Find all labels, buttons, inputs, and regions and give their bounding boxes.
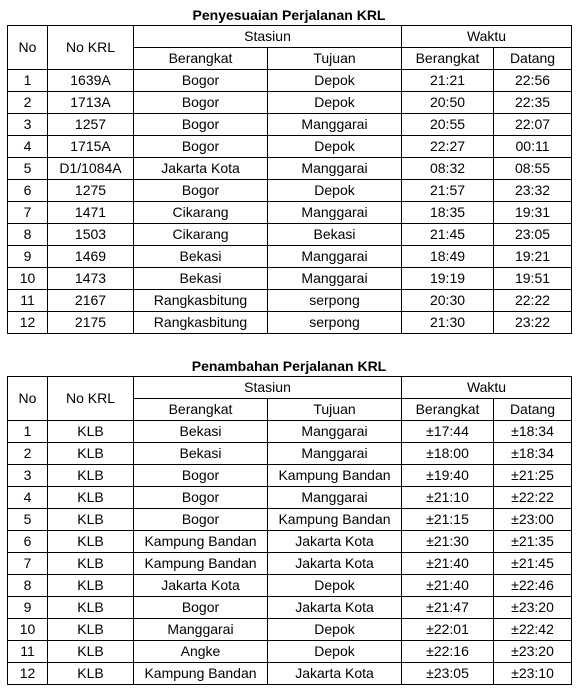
- cell-arrival-time: ±21:25: [494, 465, 572, 487]
- cell-departure-time: ±21:47: [402, 597, 494, 619]
- cell-origin-station: Bogor: [134, 597, 268, 619]
- header-krl: No KRL: [48, 26, 134, 70]
- cell-krl-number: 1469: [48, 246, 134, 268]
- cell-krl-number: 1715A: [48, 136, 134, 158]
- cell-arrival-time: 23:32: [494, 180, 572, 202]
- header-tujuan: Tujuan: [268, 48, 402, 70]
- cell-destination-station: Depok: [268, 619, 402, 641]
- cell-origin-station: Jakarta Kota: [134, 158, 268, 180]
- cell-krl-number: 1275: [48, 180, 134, 202]
- cell-no: 12: [8, 663, 48, 685]
- cell-no: 1: [8, 70, 48, 92]
- cell-departure-time: 20:55: [402, 114, 494, 136]
- cell-arrival-time: ±22:42: [494, 619, 572, 641]
- cell-departure-time: ±21:15: [402, 509, 494, 531]
- table-row: [8, 465, 572, 487]
- cell-destination-station: Manggarai: [268, 158, 402, 180]
- cell-krl-number: KLB: [48, 597, 134, 619]
- table-row: [8, 641, 572, 663]
- table-row: [8, 597, 572, 619]
- cell-no: 4: [8, 136, 48, 158]
- cell-origin-station: Bekasi: [134, 246, 268, 268]
- cell-destination-station: Jakarta Kota: [268, 663, 402, 685]
- cell-destination-station: Depok: [268, 136, 402, 158]
- cell-departure-time: ±22:01: [402, 619, 494, 641]
- cell-arrival-time: ±23:20: [494, 641, 572, 663]
- table-row: [8, 575, 572, 597]
- cell-departure-time: 19:19: [402, 268, 494, 290]
- cell-krl-number: 1257: [48, 114, 134, 136]
- cell-arrival-time: ±18:34: [494, 421, 572, 443]
- cell-krl-number: KLB: [48, 641, 134, 663]
- addition-schedule-table: [7, 376, 572, 685]
- cell-no: 10: [8, 268, 48, 290]
- header-berangkat-time: Berangkat: [402, 399, 494, 421]
- cell-krl-number: 1503: [48, 224, 134, 246]
- cell-departure-time: 08:32: [402, 158, 494, 180]
- cell-no: 5: [8, 509, 48, 531]
- table-row: [8, 92, 572, 114]
- cell-no: 7: [8, 553, 48, 575]
- cell-arrival-time: 22:56: [494, 70, 572, 92]
- cell-departure-time: ±21:40: [402, 553, 494, 575]
- cell-no: 10: [8, 619, 48, 641]
- cell-origin-station: Kampung Bandan: [134, 553, 268, 575]
- cell-destination-station: Manggarai: [268, 114, 402, 136]
- cell-origin-station: Bekasi: [134, 443, 268, 465]
- cell-krl-number: 1471: [48, 202, 134, 224]
- cell-krl-number: 1473: [48, 268, 134, 290]
- cell-arrival-time: ±23:10: [494, 663, 572, 685]
- cell-arrival-time: 19:31: [494, 202, 572, 224]
- table-row: [8, 509, 572, 531]
- cell-destination-station: Bekasi: [268, 224, 402, 246]
- cell-no: 1: [8, 421, 48, 443]
- cell-no: 3: [8, 114, 48, 136]
- cell-departure-time: ±21:10: [402, 487, 494, 509]
- table-row: [8, 202, 572, 224]
- table-row: [8, 70, 572, 92]
- cell-arrival-time: 23:05: [494, 224, 572, 246]
- cell-no: 12: [8, 312, 48, 334]
- header-no: No: [8, 377, 48, 421]
- cell-origin-station: Bogor: [134, 114, 268, 136]
- cell-krl-number: KLB: [48, 421, 134, 443]
- header-berangkat-station: Berangkat: [134, 48, 268, 70]
- cell-destination-station: Manggarai: [268, 246, 402, 268]
- header-no: No: [8, 26, 48, 70]
- header-berangkat-time: Berangkat: [402, 48, 494, 70]
- cell-krl-number: KLB: [48, 487, 134, 509]
- table-row: [8, 158, 572, 180]
- cell-no: 2: [8, 443, 48, 465]
- cell-arrival-time: ±21:45: [494, 553, 572, 575]
- table-row: [8, 487, 572, 509]
- table-row: [8, 246, 572, 268]
- cell-arrival-time: 23:22: [494, 312, 572, 334]
- cell-destination-station: Manggarai: [268, 268, 402, 290]
- cell-arrival-time: ±18:34: [494, 443, 572, 465]
- cell-krl-number: KLB: [48, 509, 134, 531]
- cell-krl-number: 2175: [48, 312, 134, 334]
- table-row: [8, 619, 572, 641]
- cell-no: 6: [8, 180, 48, 202]
- header-datang: Datang: [494, 48, 572, 70]
- cell-origin-station: Cikarang: [134, 202, 268, 224]
- cell-krl-number: KLB: [48, 531, 134, 553]
- cell-krl-number: KLB: [48, 465, 134, 487]
- cell-arrival-time: ±22:46: [494, 575, 572, 597]
- cell-destination-station: Depok: [268, 641, 402, 663]
- cell-krl-number: 1713A: [48, 92, 134, 114]
- cell-destination-station: Depok: [268, 92, 402, 114]
- cell-destination-station: Kampung Bandan: [268, 465, 402, 487]
- cell-origin-station: Bogor: [134, 180, 268, 202]
- cell-origin-station: Bogor: [134, 509, 268, 531]
- cell-destination-station: Jakarta Kota: [268, 531, 402, 553]
- cell-departure-time: 21:30: [402, 312, 494, 334]
- table-row: [8, 290, 572, 312]
- cell-krl-number: D1/1084A: [48, 158, 134, 180]
- cell-origin-station: Manggarai: [134, 619, 268, 641]
- cell-origin-station: Jakarta Kota: [134, 575, 268, 597]
- header-waktu: Waktu: [402, 26, 572, 48]
- table-row: [8, 136, 572, 158]
- cell-destination-station: Manggarai: [268, 443, 402, 465]
- cell-origin-station: Cikarang: [134, 224, 268, 246]
- cell-origin-station: Kampung Bandan: [134, 663, 268, 685]
- cell-origin-station: Bogor: [134, 487, 268, 509]
- cell-departure-time: ±22:16: [402, 641, 494, 663]
- cell-origin-station: Bogor: [134, 92, 268, 114]
- table-row: [8, 443, 572, 465]
- header-berangkat-station: Berangkat: [134, 399, 268, 421]
- table1-body: [8, 70, 572, 334]
- cell-no: 11: [8, 641, 48, 663]
- cell-origin-station: Bogor: [134, 70, 268, 92]
- cell-destination-station: Kampung Bandan: [268, 509, 402, 531]
- table2-body: [8, 421, 572, 685]
- cell-destination-station: Jakarta Kota: [268, 597, 402, 619]
- cell-arrival-time: 00:11: [494, 136, 572, 158]
- cell-no: 4: [8, 487, 48, 509]
- cell-no: 9: [8, 597, 48, 619]
- cell-no: 9: [8, 246, 48, 268]
- cell-departure-time: 21:21: [402, 70, 494, 92]
- cell-destination-station: serpong: [268, 290, 402, 312]
- cell-departure-time: 21:57: [402, 180, 494, 202]
- table-row: [8, 268, 572, 290]
- cell-departure-time: 18:49: [402, 246, 494, 268]
- table1-title: Penyesuaian Perjalanan KRL: [192, 7, 386, 23]
- cell-no: 6: [8, 531, 48, 553]
- cell-departure-time: ±18:00: [402, 443, 494, 465]
- header-waktu: Waktu: [402, 377, 572, 399]
- table-row: [8, 421, 572, 443]
- cell-arrival-time: ±22:22: [494, 487, 572, 509]
- cell-arrival-time: ±21:35: [494, 531, 572, 553]
- cell-no: 2: [8, 92, 48, 114]
- cell-no: 8: [8, 575, 48, 597]
- cell-destination-station: serpong: [268, 312, 402, 334]
- cell-krl-number: 2167: [48, 290, 134, 312]
- cell-origin-station: Rangkasbitung: [134, 290, 268, 312]
- table-row: [8, 224, 572, 246]
- table-row: [8, 180, 572, 202]
- table-row: [8, 312, 572, 334]
- cell-destination-station: Depok: [268, 70, 402, 92]
- header-krl: No KRL: [48, 377, 134, 421]
- cell-destination-station: Depok: [268, 180, 402, 202]
- adjustment-schedule-table: [7, 25, 572, 334]
- table-row: [8, 531, 572, 553]
- cell-departure-time: 20:50: [402, 92, 494, 114]
- cell-krl-number: KLB: [48, 663, 134, 685]
- cell-no: 3: [8, 465, 48, 487]
- cell-origin-station: Bekasi: [134, 268, 268, 290]
- cell-origin-station: Angke: [134, 641, 268, 663]
- cell-no: 7: [8, 202, 48, 224]
- cell-arrival-time: ±23:20: [494, 597, 572, 619]
- cell-krl-number: 1639A: [48, 70, 134, 92]
- cell-departure-time: ±19:40: [402, 465, 494, 487]
- cell-arrival-time: 19:21: [494, 246, 572, 268]
- cell-arrival-time: 22:07: [494, 114, 572, 136]
- table2-title: Penambahan Perjalanan KRL: [191, 358, 387, 374]
- cell-departure-time: ±21:40: [402, 575, 494, 597]
- cell-destination-station: Manggarai: [268, 487, 402, 509]
- cell-departure-time: ±23:05: [402, 663, 494, 685]
- cell-arrival-time: 08:55: [494, 158, 572, 180]
- cell-departure-time: ±17:44: [402, 421, 494, 443]
- cell-departure-time: 21:45: [402, 224, 494, 246]
- table-row: [8, 114, 572, 136]
- cell-arrival-time: 22:35: [494, 92, 572, 114]
- cell-arrival-time: 22:22: [494, 290, 572, 312]
- cell-destination-station: Depok: [268, 575, 402, 597]
- cell-no: 8: [8, 224, 48, 246]
- cell-no: 5: [8, 158, 48, 180]
- cell-krl-number: KLB: [48, 443, 134, 465]
- cell-arrival-time: ±23:00: [494, 509, 572, 531]
- cell-destination-station: Manggarai: [268, 202, 402, 224]
- header-stasiun: Stasiun: [134, 377, 402, 399]
- cell-origin-station: Rangkasbitung: [134, 312, 268, 334]
- cell-krl-number: KLB: [48, 553, 134, 575]
- cell-arrival-time: 19:51: [494, 268, 572, 290]
- header-stasiun: Stasiun: [134, 26, 402, 48]
- cell-departure-time: 18:35: [402, 202, 494, 224]
- cell-destination-station: Manggarai: [268, 421, 402, 443]
- cell-origin-station: Bekasi: [134, 421, 268, 443]
- cell-destination-station: Jakarta Kota: [268, 553, 402, 575]
- cell-origin-station: Kampung Bandan: [134, 531, 268, 553]
- table-row: [8, 553, 572, 575]
- header-datang: Datang: [494, 399, 572, 421]
- header-tujuan: Tujuan: [268, 399, 402, 421]
- cell-origin-station: Bogor: [134, 136, 268, 158]
- cell-departure-time: 22:27: [402, 136, 494, 158]
- cell-no: 11: [8, 290, 48, 312]
- cell-departure-time: ±21:30: [402, 531, 494, 553]
- table-row: [8, 663, 572, 685]
- cell-departure-time: 20:30: [402, 290, 494, 312]
- cell-origin-station: Bogor: [134, 465, 268, 487]
- cell-krl-number: KLB: [48, 619, 134, 641]
- cell-krl-number: KLB: [48, 575, 134, 597]
